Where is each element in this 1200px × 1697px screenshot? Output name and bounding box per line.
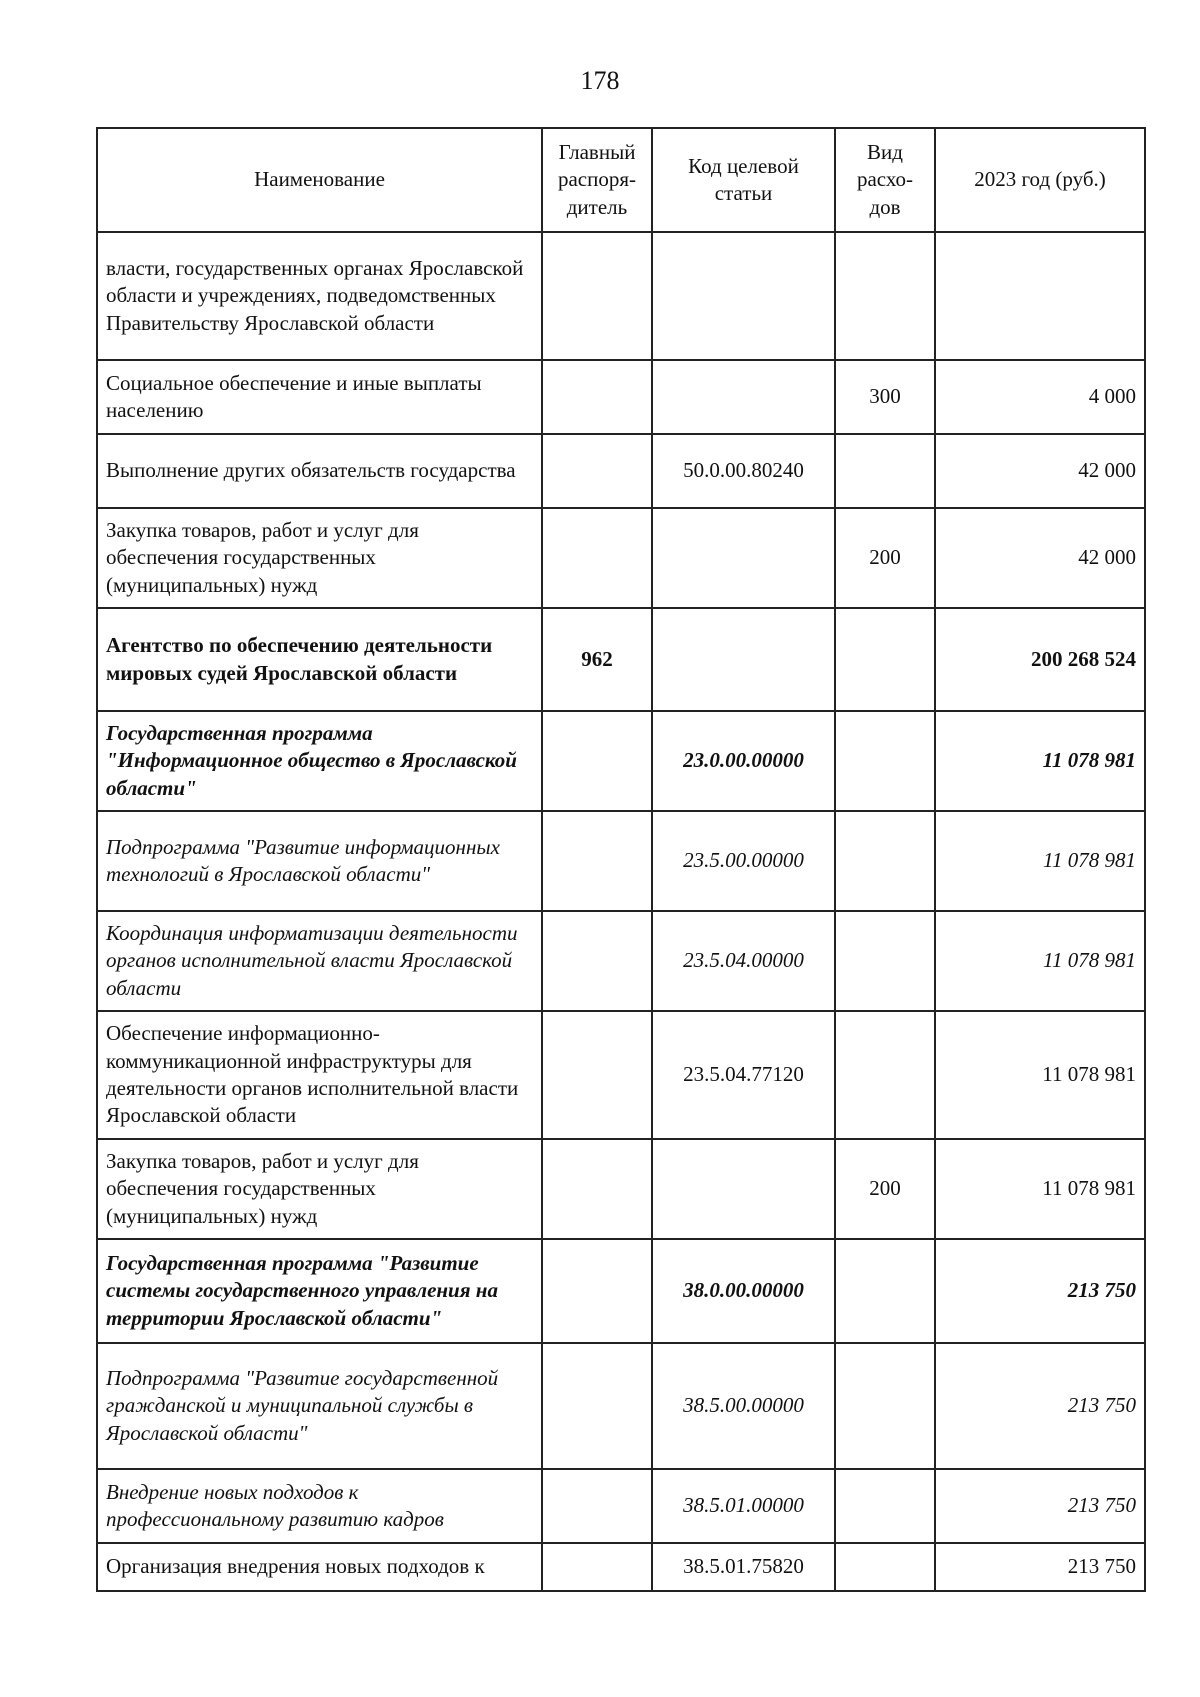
cell-code: 38.0.00.00000 xyxy=(652,1239,835,1343)
cell-name: Агентство по обеспечению деятельности мировых судей Ярославской области xyxy=(97,608,542,711)
cell-code: 23.5.04.77120 xyxy=(652,1011,835,1139)
cell-amount: 11 078 981 xyxy=(935,1139,1145,1239)
cell-manager xyxy=(542,711,652,811)
cell-name: Закупка товаров, работ и услуг для обеспечения государственных (муниципальных) нужд xyxy=(97,508,542,608)
cell-amount: 11 078 981 xyxy=(935,711,1145,811)
cell-manager xyxy=(542,1469,652,1543)
cell-code: 38.5.01.75820 xyxy=(652,1543,835,1591)
cell-type xyxy=(835,434,935,508)
cell-name: Организация внедрения новых подходов к xyxy=(97,1543,542,1591)
table-row xyxy=(97,911,1145,1011)
cell-amount: 213 750 xyxy=(935,1343,1145,1469)
cell-code: 38.5.00.00000 xyxy=(652,1343,835,1469)
budget-table xyxy=(96,127,1146,1592)
cell-amount: 11 078 981 xyxy=(935,1011,1145,1139)
cell-amount: 213 750 xyxy=(935,1239,1145,1343)
cell-type xyxy=(835,1343,935,1469)
table-row xyxy=(97,360,1145,434)
cell-name: Обеспечение информационно-коммуникационной инфраструктуры для деятельности органов исполнительной власти Ярославской области xyxy=(97,1011,542,1139)
cell-type xyxy=(835,1011,935,1139)
table-row xyxy=(97,711,1145,811)
cell-amount: 42 000 xyxy=(935,434,1145,508)
cell-type: 200 xyxy=(835,1139,935,1239)
cell-type xyxy=(835,911,935,1011)
cell-amount: 42 000 xyxy=(935,508,1145,608)
cell-type xyxy=(835,1543,935,1591)
cell-code: 23.5.00.00000 xyxy=(652,811,835,911)
cell-code: 50.0.00.80240 xyxy=(652,434,835,508)
cell-code: 38.5.01.00000 xyxy=(652,1469,835,1543)
page-number: 178 xyxy=(580,66,620,95)
cell-manager xyxy=(542,1343,652,1469)
cell-type xyxy=(835,608,935,711)
cell-manager xyxy=(542,911,652,1011)
cell-amount: 4 000 xyxy=(935,360,1145,434)
cell-type xyxy=(835,232,935,360)
header-year: 2023 год (руб.) xyxy=(935,128,1145,232)
cell-manager xyxy=(542,811,652,911)
table-row xyxy=(97,811,1145,911)
cell-name: Подпрограмма "Развитие государственной гражданской и муниципальной службы в Ярославской области" xyxy=(97,1343,542,1469)
header-type: Вид расхо-дов xyxy=(835,128,935,232)
cell-type xyxy=(835,1239,935,1343)
cell-manager xyxy=(542,508,652,608)
cell-name: власти, государственных органах Ярославской области и учреждениях, подведомственных Правительству Ярославской области xyxy=(97,232,542,360)
cell-name: Государственная программа "Информационное общество в Ярославской области" xyxy=(97,711,542,811)
header-name: Наименование xyxy=(97,128,542,232)
cell-amount: 213 750 xyxy=(935,1543,1145,1591)
header-manager: Главный распоря-дитель xyxy=(542,128,652,232)
cell-name: Координация информатизации деятельности органов исполнительной власти Ярославской области xyxy=(97,911,542,1011)
cell-manager xyxy=(542,434,652,508)
table-row xyxy=(97,1011,1145,1139)
cell-amount: 11 078 981 xyxy=(935,811,1145,911)
cell-name: Выполнение других обязательств государства xyxy=(97,434,542,508)
cell-code xyxy=(652,1139,835,1239)
cell-name: Закупка товаров, работ и услуг для обеспечения государственных (муниципальных) нужд xyxy=(97,1139,542,1239)
cell-code xyxy=(652,360,835,434)
cell-type: 200 xyxy=(835,508,935,608)
table-row xyxy=(97,1469,1145,1543)
cell-manager xyxy=(542,1139,652,1239)
table-row xyxy=(97,1343,1145,1469)
cell-manager xyxy=(542,1011,652,1139)
cell-type xyxy=(835,711,935,811)
cell-manager xyxy=(542,1543,652,1591)
cell-manager: 962 xyxy=(542,608,652,711)
cell-code: 23.5.04.00000 xyxy=(652,911,835,1011)
table-row xyxy=(97,232,1145,360)
cell-code xyxy=(652,608,835,711)
cell-code xyxy=(652,232,835,360)
cell-amount: 11 078 981 xyxy=(935,911,1145,1011)
table-row xyxy=(97,608,1145,711)
cell-type: 300 xyxy=(835,360,935,434)
cell-amount xyxy=(935,232,1145,360)
table-row xyxy=(97,1239,1145,1343)
cell-code: 23.0.00.00000 xyxy=(652,711,835,811)
cell-manager xyxy=(542,360,652,434)
table-row xyxy=(97,1139,1145,1239)
cell-manager xyxy=(542,232,652,360)
table-row xyxy=(97,1543,1145,1591)
cell-name: Государственная программа "Развитие системы государственного управления на территории Ярославской области" xyxy=(97,1239,542,1343)
cell-type xyxy=(835,811,935,911)
table-row xyxy=(97,508,1145,608)
cell-name: Социальное обеспечение и иные выплаты населению xyxy=(97,360,542,434)
cell-amount: 200 268 524 xyxy=(935,608,1145,711)
table-header-row xyxy=(97,128,1145,232)
cell-code xyxy=(652,508,835,608)
cell-name: Подпрограмма "Развитие информационных технологий в Ярославской области" xyxy=(97,811,542,911)
table-row xyxy=(97,434,1145,508)
cell-name: Внедрение новых подходов к профессиональному развитию кадров xyxy=(97,1469,542,1543)
header-code: Код целевой статьи xyxy=(652,128,835,232)
cell-manager xyxy=(542,1239,652,1343)
cell-amount: 213 750 xyxy=(935,1469,1145,1543)
cell-type xyxy=(835,1469,935,1543)
